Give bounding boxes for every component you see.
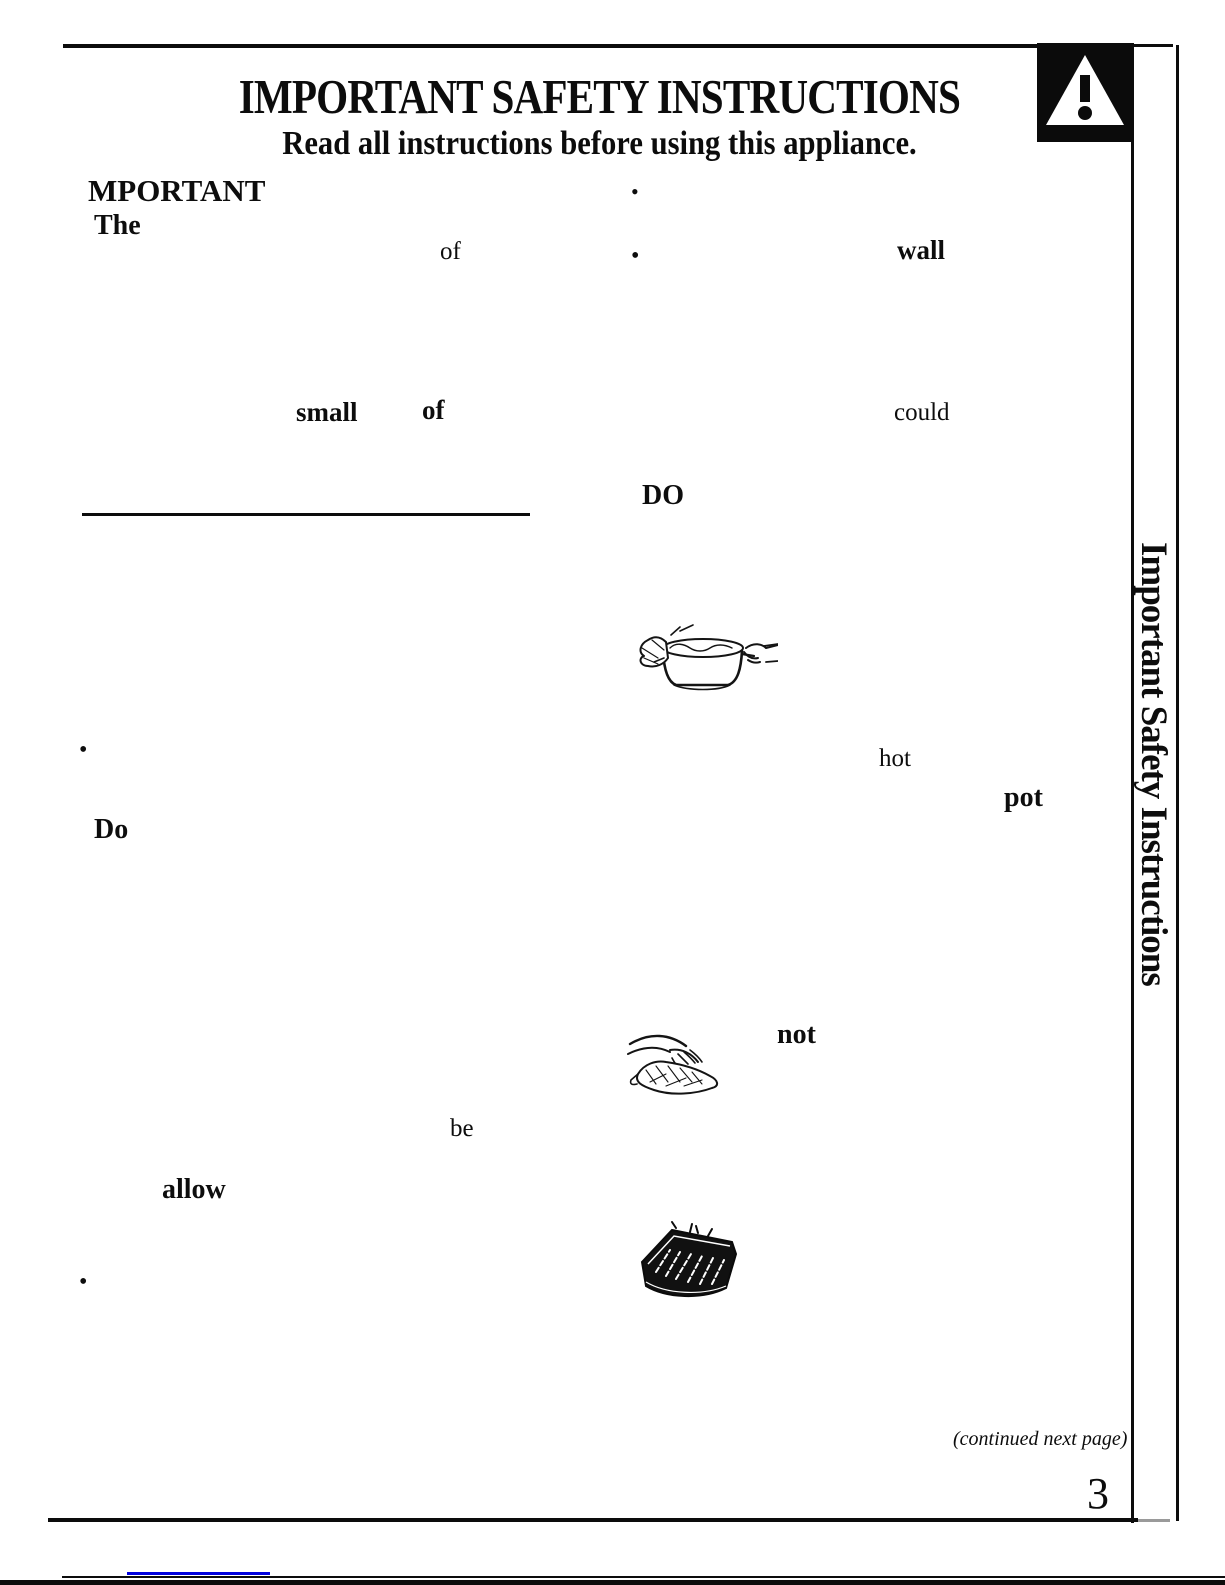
sidebar-vertical-label: Important Safety Instructions <box>1133 542 1174 986</box>
page-title <box>63 69 1135 124</box>
bullet-marker: • <box>79 737 88 763</box>
thin-bottom-rule <box>62 1576 1225 1578</box>
hand-gripping-potholder-illustration <box>626 1022 744 1096</box>
bullet-marker: • <box>79 1269 88 1295</box>
outer-right-vertical-rule <box>1176 45 1179 1521</box>
word-the: The <box>94 210 141 241</box>
broiler-pan-illustration-drawing <box>632 1216 746 1304</box>
word-be: be <box>450 1115 474 1142</box>
top-rule <box>63 44 1037 48</box>
bottom-thick-rule <box>48 1518 1138 1522</box>
left-column-divider-rule <box>82 513 530 516</box>
pot-illustration-drawing <box>628 618 778 696</box>
top-right-stub-rule <box>1133 44 1173 47</box>
broiler-pan-with-food-illustration <box>632 1216 746 1304</box>
word-pot: pot <box>1004 782 1043 813</box>
word-hot: hot <box>879 745 911 772</box>
word-could: could <box>894 399 950 426</box>
page-subtitle-text: Read all instructions before using this appliance. <box>281 125 917 162</box>
word-small: small <box>296 397 358 427</box>
page-subtitle <box>63 127 1135 161</box>
word-do: Do <box>94 814 129 845</box>
bullet-marker: • <box>631 243 640 269</box>
word-wall: wall <box>897 235 946 265</box>
bottom-edge-bar <box>0 1580 1225 1585</box>
bullet-marker: • <box>631 179 639 204</box>
bottom-rule-grey-stub <box>1138 1519 1170 1522</box>
continued-note: (continued next page) <box>953 1428 1128 1450</box>
word-of-1: of <box>440 238 461 265</box>
pot-lifted-with-two-potholders-illustration <box>628 618 778 696</box>
page-header <box>63 69 1135 162</box>
link-underline[interactable] <box>127 1572 270 1575</box>
potholder-illustration-drawing <box>626 1022 744 1096</box>
word-of-2: of <box>422 395 445 425</box>
word-allow: allow <box>162 1174 226 1205</box>
word-do-caps: DO <box>642 480 684 511</box>
page-number: 3 <box>1087 1469 1109 1518</box>
word-not: not <box>777 1019 816 1050</box>
page-title-text: IMPORTANT SAFETY INSTRUCTIONS <box>238 69 960 124</box>
word-mportant: MPORTANT <box>88 173 266 208</box>
